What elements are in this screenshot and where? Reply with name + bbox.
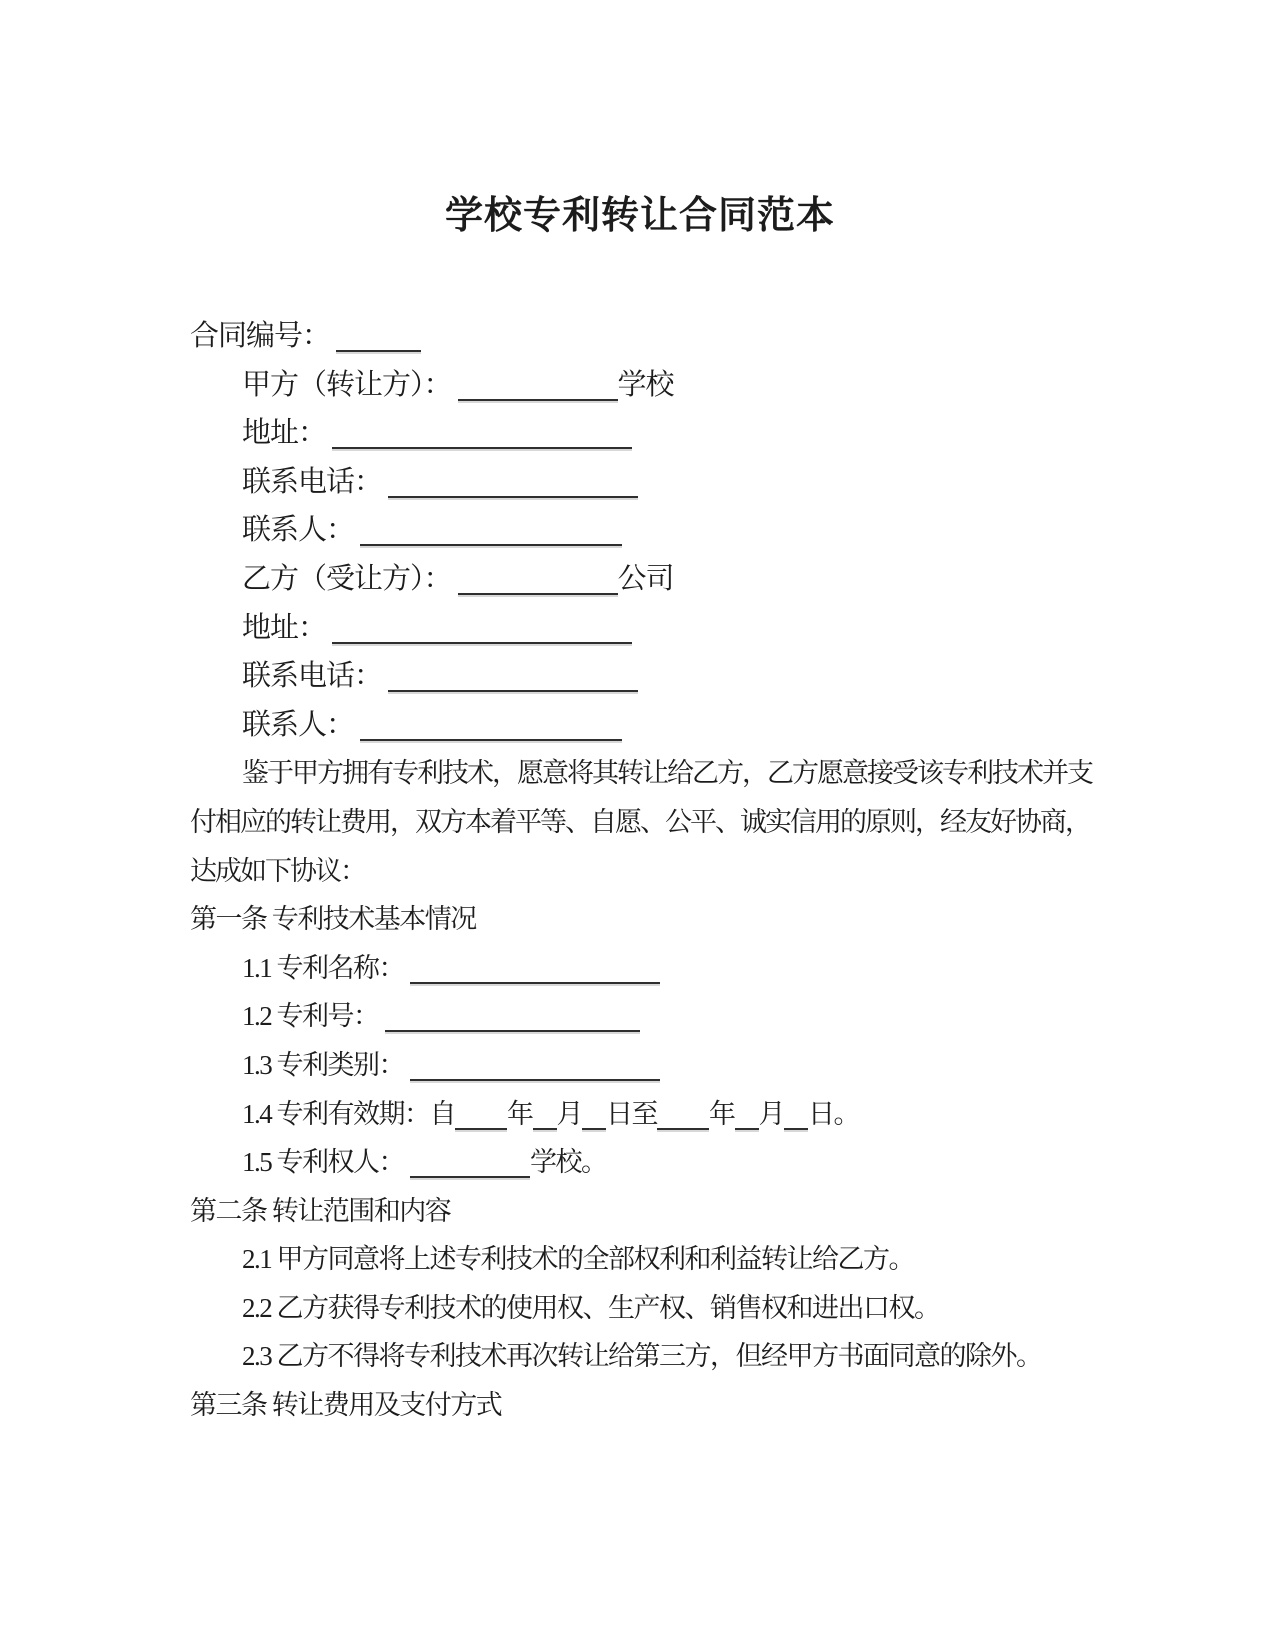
party-b-address-label: 地址： <box>242 611 327 644</box>
clause-1-1-label: 1.1 专利名称： <box>242 952 404 983</box>
start-month-blank <box>533 1098 557 1130</box>
clause-1-4-prefix: 1.4 专利有效期：自 <box>242 1098 455 1129</box>
patent-name-blank <box>410 952 660 984</box>
preamble-line-2: 付相应的转让费用，双方本着平等、自愿、公平、诚实信用的原则，经友好协商， <box>190 806 1090 837</box>
party-a-line <box>190 361 1090 410</box>
clause-1-5-label: 1.5 专利权人： <box>242 1147 404 1178</box>
start-month-label: 月 <box>556 1098 582 1129</box>
clause-1-4-line <box>190 1090 1090 1139</box>
end-year-blank <box>657 1098 709 1130</box>
party-a-contact-line <box>190 506 1090 555</box>
clause-1-5-suffix: 学校。 <box>530 1147 607 1178</box>
start-year-label: 年 <box>507 1098 533 1129</box>
end-month-blank <box>735 1098 759 1130</box>
start-day-blank <box>582 1098 606 1130</box>
party-a-phone-blank <box>388 466 638 498</box>
party-b-phone-label: 联系电话： <box>242 660 383 693</box>
party-b-line <box>190 555 1090 604</box>
party-a-phone-label: 联系电话： <box>242 465 383 498</box>
party-a-contact-label: 联系人： <box>242 514 355 547</box>
preamble-line-1: 鉴于甲方拥有专利技术，愿意将其转让给乙方，乙方愿意接受该专利技术并支 <box>242 758 1092 789</box>
clause-1-5-line <box>190 1138 1090 1187</box>
party-b-address-blank <box>332 612 632 644</box>
party-b-contact-line <box>190 701 1090 750</box>
party-a-name-blank <box>458 369 618 401</box>
document-content <box>190 0 1090 1430</box>
party-b-phone-blank <box>388 660 638 692</box>
party-b-phone-line <box>190 652 1090 701</box>
document-body <box>190 312 1090 1430</box>
preamble-line-3: 达成如下协议： <box>190 855 365 886</box>
start-day-label: 日至 <box>606 1098 657 1129</box>
end-day-label: 日。 <box>808 1098 859 1129</box>
end-year-label: 年 <box>709 1098 735 1129</box>
contract-number-line <box>190 312 1090 361</box>
party-b-contact-label: 联系人： <box>242 708 355 741</box>
clause-2-3-line: 2.3 乙方不得将专利技术再次转让给第三方，但经甲方书面同意的除外。 <box>242 1341 1042 1372</box>
patent-owner-blank <box>410 1146 530 1178</box>
clause-1-2-label: 1.2 专利号： <box>242 1001 379 1032</box>
party-b-name-blank <box>458 563 618 595</box>
party-a-contact-blank <box>360 514 622 546</box>
clause-2-1-line: 2.1 甲方同意将上述专利技术的全部权利和利益转让给乙方。 <box>242 1244 914 1275</box>
clause-1-3-line <box>190 1041 1090 1090</box>
start-year-blank <box>455 1098 507 1130</box>
contract-number-blank <box>336 320 421 352</box>
end-month-label: 月 <box>758 1098 784 1129</box>
party-a-address-line <box>190 409 1090 458</box>
party-b-suffix: 公司 <box>617 562 674 595</box>
clause-1-1-line <box>190 944 1090 993</box>
end-day-blank <box>784 1098 808 1130</box>
party-b-address-line <box>190 604 1090 653</box>
article-1-heading: 第一条 专利技术基本情况 <box>190 904 476 935</box>
party-b-label: 乙方（受让方）： <box>242 562 452 595</box>
patent-number-blank <box>385 1000 640 1032</box>
clause-1-2-line <box>190 992 1090 1041</box>
party-a-address-label: 地址： <box>242 417 327 450</box>
clause-2-2-line: 2.2 乙方获得专利技术的使用权、生产权、销售权和进出口权。 <box>242 1292 940 1323</box>
party-a-suffix: 学校 <box>617 368 674 401</box>
party-a-phone-line <box>190 458 1090 507</box>
document-title: 学校专利转让合同范本 <box>444 195 835 237</box>
party-a-label: 甲方（转让方）： <box>242 368 452 401</box>
contract-number-label: 合同编号： <box>190 320 331 352</box>
party-b-contact-blank <box>360 709 622 741</box>
party-a-address-blank <box>332 417 632 449</box>
patent-category-blank <box>410 1049 660 1081</box>
article-3-heading: 第三条 转让费用及支付方式 <box>190 1390 502 1421</box>
article-2-heading: 第二条 转让范围和内容 <box>190 1195 451 1226</box>
clause-1-3-label: 1.3 专利类别： <box>242 1049 404 1080</box>
